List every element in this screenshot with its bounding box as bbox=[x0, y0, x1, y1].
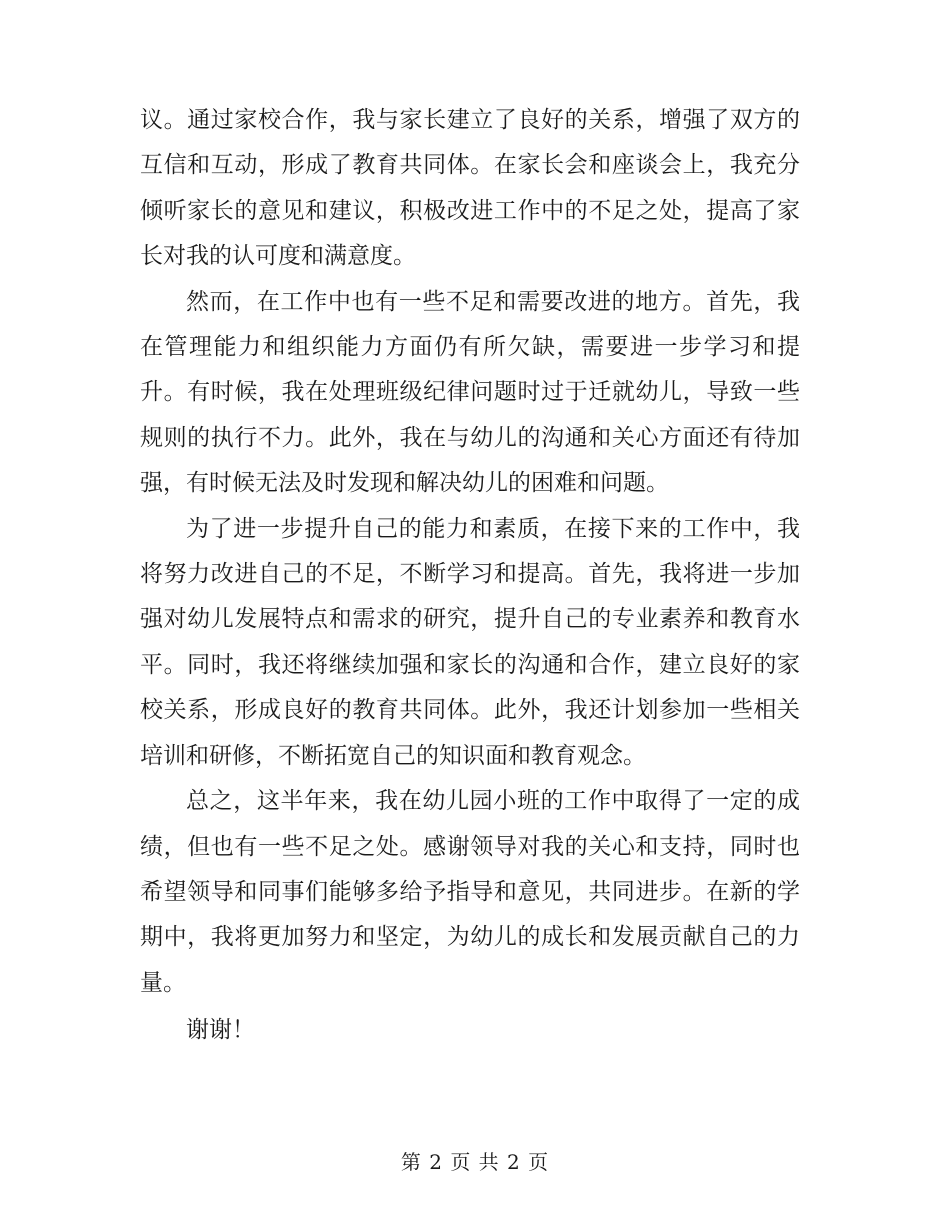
page-number-footer: 第 2 页 共 2 页 bbox=[400, 1150, 550, 1174]
paragraph-thanks: 谢谢！ bbox=[186, 1017, 255, 1044]
paragraph-improvement-plan: 为了进一步提升自己的能力和素质，在接下来的工作中，我将努力改进自己的不足，不断学习和提高。首先，我将进一步加强对幼儿发展特点和需求的研究，提升自己的专业素养和教育水平。同时，我还将继续加强和家长的沟通和合作，建立良好的家校关系，形成良好的教育共同体。此外，我还计划参加一些相关培训和研修，不断拓宽自己的知识面和教育观念。 bbox=[140, 515, 800, 769]
paragraph-continuation: 议。通过家校合作，我与家长建立了良好的关系，增强了双方的互信和互动，形成了教育共同体。在家长会和座谈会上，我充分倾听家长的意见和建议，积极改进工作中的不足之处，提高了家长对我的认可度和满意度。 bbox=[140, 107, 800, 270]
paragraph-conclusion: 总之，这半年来，我在幼儿园小班的工作中取得了一定的成绩，但也有一些不足之处。感谢领导对我的关心和支持，同时也希望领导和同事们能够多给予指导和意见，共同进步。在新的学期中，我将更加努力和坚定，为幼儿的成长和发展贡献自己的力量。 bbox=[140, 788, 800, 996]
document-body bbox=[140, 98, 800, 1054]
paragraph-shortcomings: 然而，在工作中也有一些不足和需要改进的地方。首先，我在管理能力和组织能力方面仍有所欠缺，需要进一步学习和提升。有时候，我在处理班级纪律问题时过于迁就幼儿，导致一些规则的执行不力。此外，我在与幼儿的沟通和关心方面还有待加强，有时候无法及时发现和解决幼儿的困难和问题。 bbox=[140, 288, 800, 497]
